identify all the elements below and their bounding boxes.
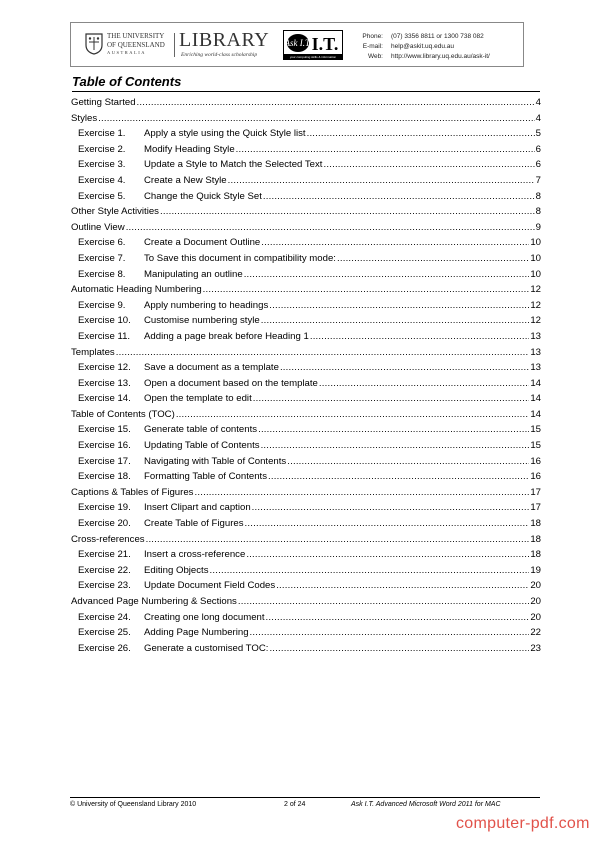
entry-title: Outline View (71, 221, 125, 233)
page-number: 13 (530, 346, 541, 358)
svg-text:I.T.: I.T. (311, 34, 339, 54)
toc-exercise-entry[interactable] (71, 422, 541, 438)
page-number: 16 (530, 471, 541, 483)
dot-leader (246, 547, 529, 563)
toc-exercise-entry[interactable] (71, 376, 541, 392)
toc-exercise-entry[interactable] (71, 547, 541, 563)
uq-crest-icon (85, 33, 103, 55)
exercise-number: Exercise 23. (78, 580, 131, 592)
entry-title: Advanced Page Numbering & Sections (71, 596, 237, 607)
page-number: 14 (530, 377, 541, 389)
exercise-number: Exercise 6. (78, 237, 126, 249)
dot-leader (261, 313, 530, 329)
toc-exercise-entry[interactable] (71, 438, 541, 454)
page-number: 5 (535, 128, 541, 140)
exercise-number: Exercise 1. (78, 128, 126, 140)
exercise-number: Exercise 20. (78, 518, 131, 530)
page-number: 9 (535, 221, 541, 233)
entry-title: Manipulating an outline (144, 268, 243, 280)
entry-title: Open the template to edit (144, 393, 252, 405)
dot-leader (319, 376, 529, 392)
entry-title: Other Style Activities (71, 206, 159, 218)
contact-phone: Phone: (07) 3356 8811 or 1300 738 082 (362, 33, 484, 40)
toc-exercise-entry[interactable] (71, 126, 541, 142)
dot-leader (194, 485, 529, 501)
dot-leader (210, 563, 530, 579)
page-number: 13 (530, 330, 541, 342)
exercise-number: Exercise 9. (78, 299, 126, 311)
page-number: 18 (530, 533, 541, 545)
title-rule (72, 91, 540, 92)
toc-section-entry[interactable] (71, 220, 541, 236)
toc-section-entry[interactable] (71, 594, 541, 610)
page-number: 20 (530, 596, 541, 607)
dot-leader (276, 578, 529, 594)
page-number: 17 (530, 486, 541, 498)
page-number: 16 (530, 455, 541, 467)
toc-section-entry[interactable] (71, 282, 541, 298)
dot-leader (261, 235, 529, 251)
dot-leader (258, 422, 529, 438)
dot-leader (250, 625, 530, 641)
exercise-number: Exercise 13. (78, 377, 131, 389)
toc-exercise-entry[interactable] (71, 454, 541, 470)
dot-leader (287, 454, 529, 470)
toc-section-entry[interactable] (71, 111, 541, 127)
entry-title: To Save this document in compatibility mode: (144, 252, 336, 264)
entry-title: Creating one long document (144, 611, 265, 623)
dot-leader (266, 610, 530, 626)
page-number: 6 (535, 143, 541, 155)
dot-leader (245, 516, 530, 532)
entry-title: Update a Style to Match the Selected Text (144, 159, 323, 171)
dot-leader (203, 282, 530, 298)
page-number: 18 (530, 518, 541, 530)
page-number: 19 (530, 564, 541, 576)
dot-leader (126, 220, 535, 236)
dot-leader (263, 189, 535, 205)
dot-leader (116, 345, 530, 361)
toc-list (71, 95, 541, 656)
toc-exercise-entry[interactable] (71, 610, 541, 626)
entry-title: Captions & Tables of Figures (71, 486, 194, 498)
dot-leader (146, 532, 530, 548)
contact-email: E-mail: help@askit.uq.edu.au (362, 43, 454, 50)
dot-leader (244, 267, 530, 283)
exercise-number: Exercise 21. (78, 549, 131, 561)
page-number: 14 (530, 408, 541, 420)
toc-exercise-entry[interactable] (71, 641, 541, 657)
toc-exercise-entry[interactable] (71, 500, 541, 516)
dot-leader (307, 126, 535, 142)
entry-title: Adding a page break before Heading 1 (144, 330, 309, 342)
toc-exercise-entry[interactable] (71, 251, 541, 267)
ask-it-tagline: your computing skills & information (289, 55, 337, 59)
ask-it-logo-text: Ask I.T. (284, 38, 312, 48)
dot-leader (269, 641, 529, 657)
footer-course-title: Ask I.T. Advanced Microsoft Word 2011 for MAC (351, 801, 501, 808)
exercise-number: Exercise 5. (78, 190, 126, 202)
exercise-number: Exercise 11. (78, 330, 131, 342)
entry-title: Apply numbering to headings (144, 299, 269, 311)
dot-leader (323, 157, 534, 173)
entry-title: Insert Clipart and caption (144, 502, 251, 514)
page-number: 10 (530, 252, 541, 264)
footer-page-number: 2 of 24 (284, 801, 306, 808)
toc-title: Table of Contents (72, 74, 182, 89)
logo-divider (174, 33, 175, 57)
page-number: 14 (530, 393, 541, 405)
toc-section-entry[interactable] (71, 345, 541, 361)
exercise-number: Exercise 7. (78, 252, 126, 264)
entry-title: Adding Page Numbering (144, 627, 249, 639)
entry-title: Modify Heading Style (144, 143, 235, 155)
toc-exercise-entry[interactable] (71, 189, 541, 205)
dot-leader (238, 594, 529, 610)
entry-title: Generate a customised TOC: (144, 642, 269, 654)
entry-title: Insert a cross-reference (144, 549, 246, 561)
page-number: 12 (530, 299, 541, 311)
exercise-number: Exercise 19. (78, 502, 131, 514)
exercise-number: Exercise 10. (78, 315, 131, 327)
entry-title: Formatting Table of Contents (144, 471, 268, 483)
page-number: 12 (530, 284, 541, 296)
entry-title: Update Document Field Codes (144, 580, 276, 592)
toc-exercise-entry[interactable] (71, 578, 541, 594)
page-number: 15 (530, 440, 541, 452)
contact-web: Web: http://www.library.uq.edu.au/ask-it/ (367, 53, 490, 60)
toc-exercise-entry[interactable] (71, 391, 541, 407)
entry-title: Generate table of contents (144, 424, 258, 436)
toc-exercise-entry[interactable] (71, 360, 541, 376)
contact-info (351, 32, 490, 62)
uq-wordmark: THE UNIVERSITY OF QUEENSLAND AUSTRALIA (107, 32, 165, 55)
dot-leader (268, 469, 529, 485)
dot-leader (253, 391, 530, 407)
dot-leader (261, 438, 530, 454)
toc-section-entry[interactable] (71, 532, 541, 548)
entry-title: Create a Document Outline (144, 237, 261, 249)
toc-exercise-entry[interactable] (71, 516, 541, 532)
page-number: 7 (535, 174, 541, 186)
exercise-number: Exercise 25. (78, 627, 131, 639)
entry-title: Save a document as a template (144, 362, 279, 374)
page-header (70, 22, 524, 67)
page-number: 4 (535, 97, 541, 108)
entry-title: Open a document based on the template (144, 377, 318, 389)
entry-title: Editing Objects (144, 564, 209, 576)
ask-it-logo (283, 30, 343, 60)
entry-title: Cross-references (71, 533, 145, 545)
toc-exercise-entry[interactable] (71, 469, 541, 485)
entry-title: Apply a style using the Quick Style list (144, 128, 306, 140)
entry-title: Change the Quick Style Set (144, 190, 262, 202)
entry-title: Table of Contents (TOC) (71, 408, 175, 420)
entry-title: Getting Started (71, 97, 136, 108)
toc-exercise-entry[interactable] (71, 157, 541, 173)
exercise-number: Exercise 16. (78, 440, 131, 452)
footer-rule (70, 797, 540, 798)
toc-exercise-entry[interactable] (71, 142, 541, 158)
exercise-number: Exercise 4. (78, 174, 126, 186)
dot-leader (98, 111, 535, 127)
dot-leader (176, 407, 530, 423)
toc-exercise-entry[interactable] (71, 298, 541, 314)
dot-leader (236, 142, 535, 158)
page-number: 8 (535, 206, 541, 218)
entry-title: Create a New Style (144, 174, 227, 186)
dot-leader (310, 329, 530, 345)
exercise-number: Exercise 14. (78, 393, 131, 405)
page-number: 10 (530, 237, 541, 249)
entry-title: Updating Table of Contents (144, 440, 260, 452)
exercise-number: Exercise 15. (78, 424, 131, 436)
dot-leader (228, 173, 535, 189)
entry-title: Automatic Heading Numbering (71, 284, 202, 296)
watermark: computer-pdf.com (456, 815, 590, 832)
page-number: 23 (530, 642, 541, 654)
exercise-number: Exercise 17. (78, 455, 131, 467)
dot-leader (137, 95, 535, 111)
entry-title: Create Table of Figures (144, 518, 244, 530)
dot-leader (252, 500, 530, 516)
dot-leader (160, 204, 535, 220)
page-number: 12 (530, 315, 541, 327)
dot-leader (280, 360, 529, 376)
toc-exercise-entry[interactable] (71, 313, 541, 329)
toc-exercise-entry[interactable] (71, 625, 541, 641)
exercise-number: Exercise 2. (78, 143, 126, 155)
page-number: 15 (530, 424, 541, 436)
toc-exercise-entry[interactable] (71, 173, 541, 189)
library-tagline: Enriching world-class scholarship (181, 52, 258, 58)
page-number: 13 (530, 362, 541, 374)
entry-title: Customise numbering style (144, 315, 260, 327)
page-number: 22 (530, 627, 541, 639)
page-number: 18 (530, 549, 541, 561)
toc-exercise-entry[interactable] (71, 235, 541, 251)
dot-leader (269, 298, 529, 314)
page-number: 20 (530, 580, 541, 592)
page-number: 6 (535, 159, 541, 171)
exercise-number: Exercise 26. (78, 642, 131, 654)
exercise-number: Exercise 22. (78, 564, 131, 576)
entry-title: Navigating with Table of Contents (144, 455, 287, 467)
entry-title: Templates (71, 346, 115, 358)
toc-section-entry[interactable] (71, 485, 541, 501)
page-number: 8 (535, 190, 541, 202)
exercise-number: Exercise 18. (78, 471, 131, 483)
toc-section-entry[interactable] (71, 95, 541, 111)
exercise-number: Exercise 24. (78, 611, 131, 623)
page-number: 10 (530, 268, 541, 280)
library-wordmark: LIBRARY (179, 29, 270, 51)
entry-title: Styles (71, 112, 98, 124)
toc-exercise-entry[interactable] (71, 267, 541, 283)
exercise-number: Exercise 8. (78, 268, 126, 280)
page-number: 4 (535, 112, 541, 124)
page-number: 20 (530, 611, 541, 623)
exercise-number: Exercise 3. (78, 159, 126, 171)
page-number: 17 (530, 502, 541, 514)
toc-exercise-entry[interactable] (71, 563, 541, 579)
toc-section-entry[interactable] (71, 407, 541, 423)
exercise-number: Exercise 12. (78, 362, 131, 374)
toc-section-entry[interactable] (71, 204, 541, 220)
toc-exercise-entry[interactable] (71, 329, 541, 345)
dot-leader (337, 251, 529, 267)
footer-copyright: © University of Queensland Library 2010 (70, 801, 197, 808)
